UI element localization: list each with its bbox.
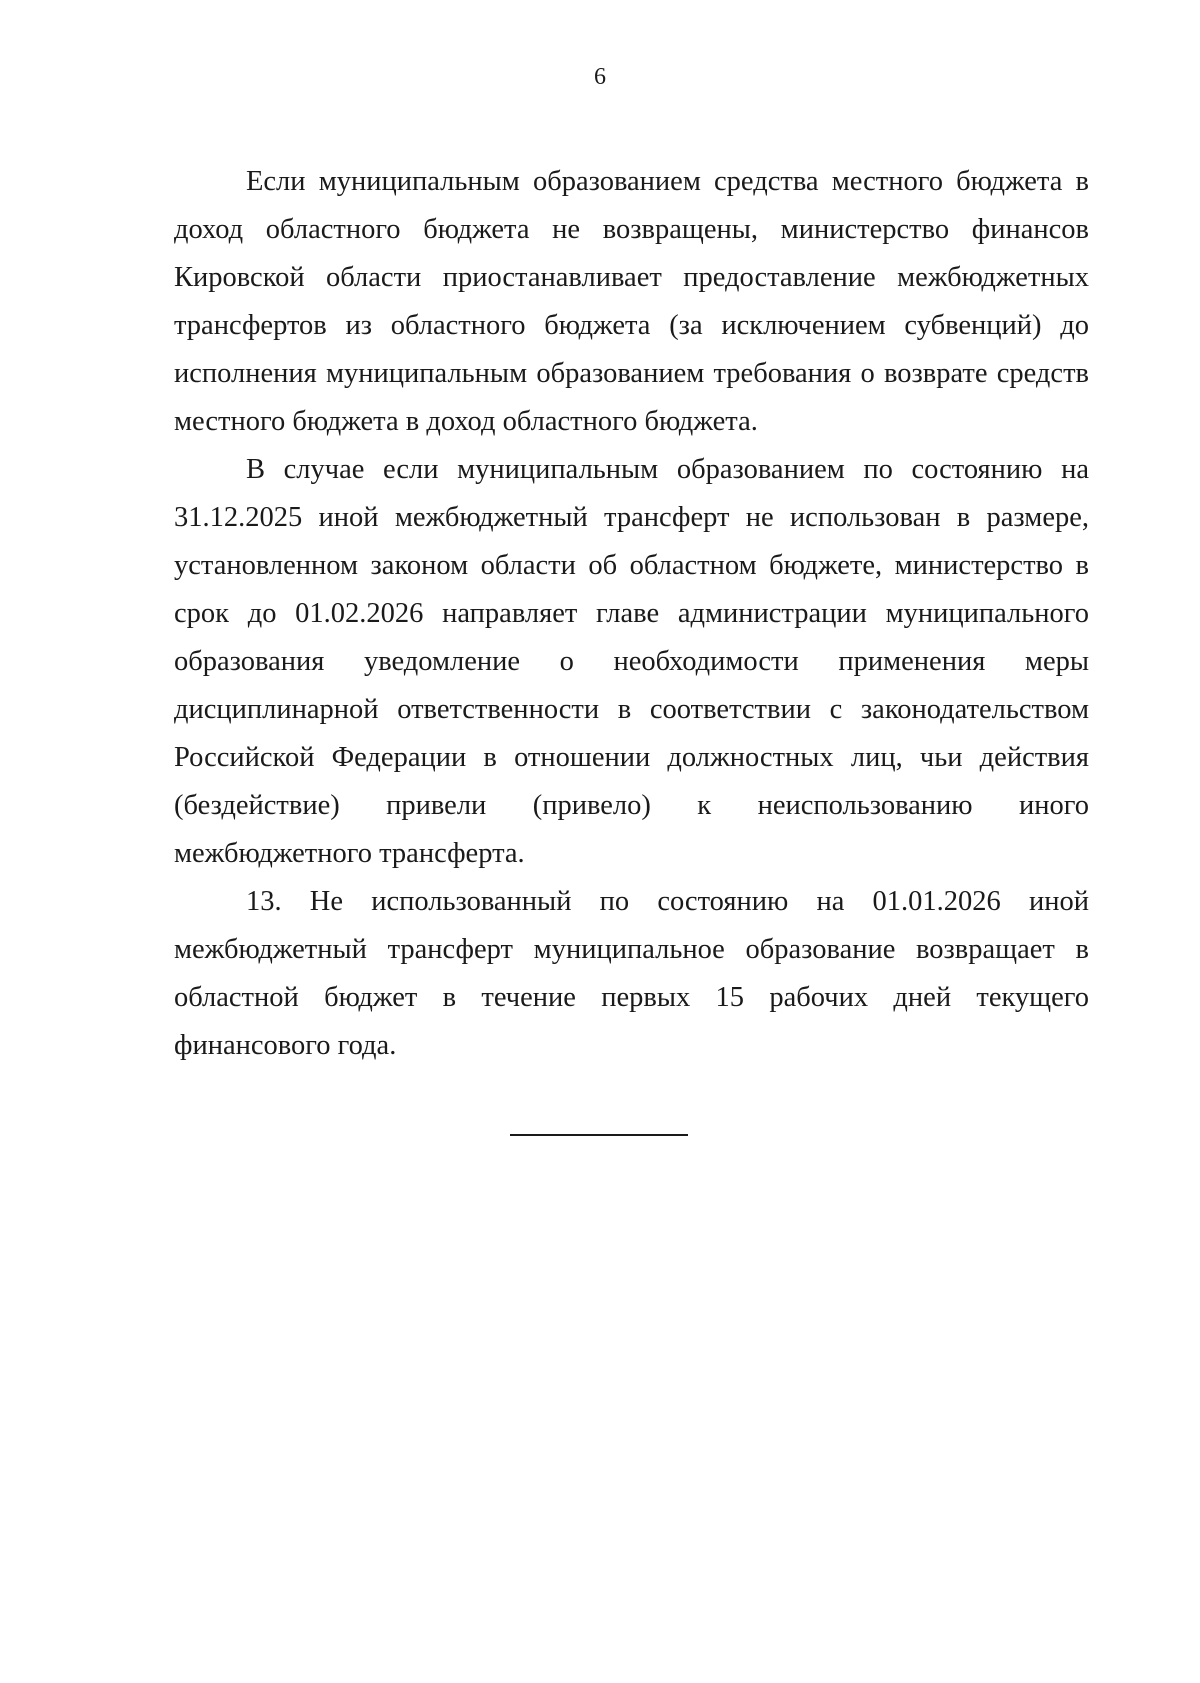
page-number: 6 — [594, 64, 606, 90]
end-separator-line — [510, 1134, 688, 1136]
document-body — [174, 158, 1089, 1070]
paragraph-budget-return: Если муниципальным образованием средства местного бюджета в доход областного бюджета не возвращены, министерство финансов Кировской области приостанавливает предоставление межбюджетных трансфертов из областного бюджета (за исключением субвенций) до исполнения муниципальным образованием требования о возврате средств местного бюджета в доход областного бюджета. — [174, 166, 1089, 437]
paragraph-unused-transfer-notice: В случае если муниципальным образованием по состоянию на 31.12.2025 иной межбюджетный трансферт не использован в размере, установленном законом области об областном бюджете, министерство в срок до 01.02.2026 направляет главе администрации муниципального образования уведомление о необходимости применения меры дисциплинарной ответственности в соответствии с законодательством Российской Федерации в отношении должностных лиц, чьи действия (бездействие) привели (привело) к неиспользованию иного межбюджетного трансферта. — [174, 454, 1089, 869]
paragraph-item-13: 13. Не использованный по состоянию на 01.01.2026 иной межбюджетный трансферт муниципальное образование возвращает в областной бюджет в течение первых 15 рабочих дней текущего финансового года. — [174, 886, 1089, 1061]
